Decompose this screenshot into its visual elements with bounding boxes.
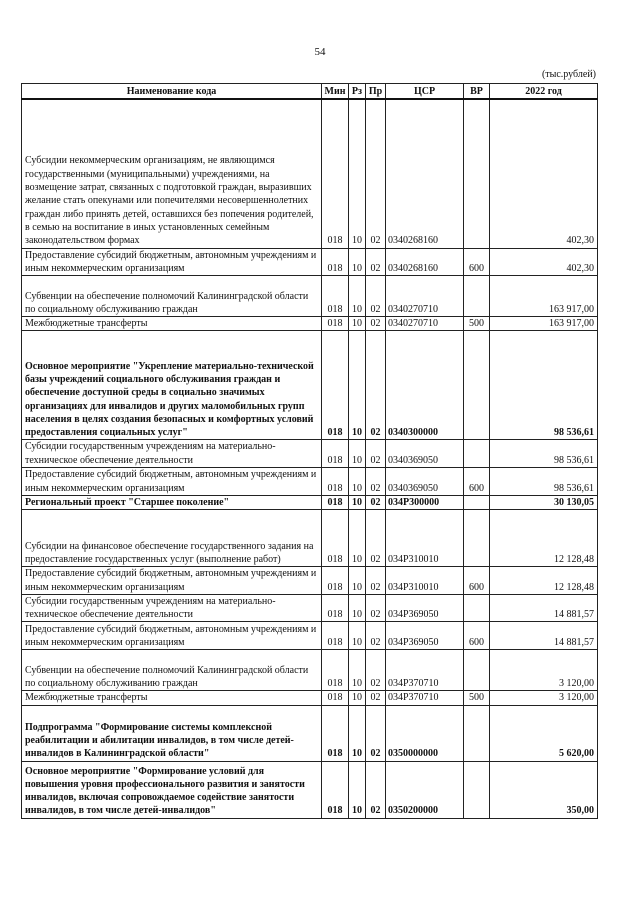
row-rz: 10 <box>349 248 366 276</box>
row-csr: 034P369050 <box>386 622 464 650</box>
row-vr: 600 <box>464 467 490 495</box>
row-amount: 30 130,05 <box>490 495 598 509</box>
table-row <box>22 567 598 595</box>
row-name: Основное мероприятие "Формирование условий для повышения уровня профессионального развития и занятости инвалидов, включая сопровождаемое содействие занятости инвалидов, в том числе детей-инвалидов" <box>22 761 322 818</box>
row-csr: 0340369050 <box>386 467 464 495</box>
row-min: 018 <box>322 99 349 248</box>
table-row <box>22 705 598 761</box>
row-csr: 034P369050 <box>386 594 464 622</box>
header-csr: ЦСР <box>386 84 464 100</box>
row-min: 018 <box>322 691 349 705</box>
row-name: Предоставление субсидий бюджетным, автономным учреждениям и иным некоммерческим организациям <box>22 467 322 495</box>
row-min: 018 <box>322 440 349 468</box>
header-rz: Рз <box>349 84 366 100</box>
row-csr: 034P310010 <box>386 567 464 595</box>
row-pr: 02 <box>366 317 386 331</box>
row-amount: 98 536,61 <box>490 331 598 440</box>
row-min: 018 <box>322 248 349 276</box>
row-vr <box>464 331 490 440</box>
row-rz: 10 <box>349 99 366 248</box>
row-pr: 02 <box>366 761 386 818</box>
row-amount: 12 128,48 <box>490 510 598 567</box>
row-csr: 0340369050 <box>386 440 464 468</box>
row-vr <box>464 650 490 691</box>
row-amount: 98 536,61 <box>490 440 598 468</box>
row-min: 018 <box>322 594 349 622</box>
row-pr: 02 <box>366 248 386 276</box>
row-pr: 02 <box>366 705 386 761</box>
table-row <box>22 691 598 705</box>
header-name: Наименование кода <box>22 84 322 100</box>
row-rz: 10 <box>349 761 366 818</box>
row-amount: 163 917,00 <box>490 317 598 331</box>
row-min: 018 <box>322 467 349 495</box>
row-pr: 02 <box>366 99 386 248</box>
row-amount: 12 128,48 <box>490 567 598 595</box>
row-name: Субсидии на финансовое обеспечение государственного задания на предоставление государственных услуг (выполнение работ) <box>22 510 322 567</box>
budget-table <box>21 83 598 819</box>
header-min: Мин <box>322 84 349 100</box>
row-pr: 02 <box>366 510 386 567</box>
row-pr: 02 <box>366 594 386 622</box>
header-year: 2022 год <box>490 84 598 100</box>
row-csr: 0340300000 <box>386 331 464 440</box>
row-vr <box>464 440 490 468</box>
row-csr: 0340270710 <box>386 317 464 331</box>
row-vr: 600 <box>464 567 490 595</box>
row-name: Субсидии некоммерческим организациям, не являющимся государственными (муниципальными) учреждениями, на возмещение затрат, связанных с подготовкой граждан, выразивших желание стать опекунами или попечителями несовершеннолетних граждан либо принять детей, оставшихся без попечения родителей, в семью на воспитание в иных установленных семейным законодательством формах <box>22 99 322 248</box>
row-min: 018 <box>322 622 349 650</box>
row-min: 018 <box>322 495 349 509</box>
row-amount: 402,30 <box>490 99 598 248</box>
row-csr: 034P370710 <box>386 691 464 705</box>
row-name: Субсидии государственным учреждениям на материально-техническое обеспечение деятельности <box>22 440 322 468</box>
row-rz: 10 <box>349 440 366 468</box>
row-vr: 600 <box>464 248 490 276</box>
row-amount: 3 120,00 <box>490 691 598 705</box>
row-pr: 02 <box>366 691 386 705</box>
row-rz: 10 <box>349 276 366 317</box>
row-vr: 500 <box>464 691 490 705</box>
row-csr: 034P370710 <box>386 650 464 691</box>
row-pr: 02 <box>366 495 386 509</box>
table-row <box>22 510 598 567</box>
row-min: 018 <box>322 567 349 595</box>
row-rz: 10 <box>349 317 366 331</box>
row-vr <box>464 495 490 509</box>
row-pr: 02 <box>366 467 386 495</box>
row-vr: 500 <box>464 317 490 331</box>
row-csr: 034P310010 <box>386 510 464 567</box>
row-rz: 10 <box>349 331 366 440</box>
row-name: Подпрограмма "Формирование системы комплексной реабилитации и абилитации инвалидов, в том числе детей-инвалидов в Калининградской области" <box>22 705 322 761</box>
row-pr: 02 <box>366 622 386 650</box>
row-min: 018 <box>322 510 349 567</box>
row-amount: 163 917,00 <box>490 276 598 317</box>
row-csr: 034P300000 <box>386 495 464 509</box>
row-amount: 5 620,00 <box>490 705 598 761</box>
table-row <box>22 331 598 440</box>
row-csr: 0340270710 <box>386 276 464 317</box>
page-number: 54 <box>314 46 326 58</box>
table-row <box>22 495 598 509</box>
table-row <box>22 317 598 331</box>
row-pr: 02 <box>366 331 386 440</box>
row-min: 018 <box>322 317 349 331</box>
row-min: 018 <box>322 276 349 317</box>
row-pr: 02 <box>366 440 386 468</box>
row-rz: 10 <box>349 594 366 622</box>
units-label: (тыс.рублей) <box>541 69 596 80</box>
row-min: 018 <box>322 705 349 761</box>
row-vr: 600 <box>464 622 490 650</box>
table-header-row <box>22 84 598 100</box>
row-rz: 10 <box>349 650 366 691</box>
table-row <box>22 440 598 468</box>
row-name: Основное мероприятие "Укрепление материально-технической базы учреждений социального обслуживания граждан и обеспечение доступной среды в социально значимых организациях для инвалидов и других маломобильных групп населения в целях создания безопасных и комфортных условий предоставления социальных услуг" <box>22 331 322 440</box>
row-vr <box>464 594 490 622</box>
row-pr: 02 <box>366 276 386 317</box>
row-csr: 0340268160 <box>386 248 464 276</box>
row-name: Региональный проект "Старшее поколение" <box>22 495 322 509</box>
row-min: 018 <box>322 331 349 440</box>
row-rz: 10 <box>349 705 366 761</box>
row-amount: 402,30 <box>490 248 598 276</box>
row-name: Предоставление субсидий бюджетным, автономным учреждениям и иным некоммерческим организациям <box>22 567 322 595</box>
row-vr <box>464 510 490 567</box>
row-pr: 02 <box>366 567 386 595</box>
table-row <box>22 99 598 248</box>
row-name: Межбюджетные трансферты <box>22 691 322 705</box>
row-name: Предоставление субсидий бюджетным, автономным учреждениям и иным некоммерческим организациям <box>22 622 322 650</box>
table-row <box>22 650 598 691</box>
row-rz: 10 <box>349 495 366 509</box>
row-rz: 10 <box>349 622 366 650</box>
table-row <box>22 467 598 495</box>
header-vr: ВР <box>464 84 490 100</box>
row-amount: 14 881,57 <box>490 594 598 622</box>
row-vr <box>464 761 490 818</box>
table-row <box>22 761 598 818</box>
row-vr <box>464 276 490 317</box>
row-vr <box>464 705 490 761</box>
row-amount: 350,00 <box>490 761 598 818</box>
row-vr <box>464 99 490 248</box>
table-row <box>22 594 598 622</box>
row-amount: 3 120,00 <box>490 650 598 691</box>
row-rz: 10 <box>349 567 366 595</box>
row-name: Субвенции на обеспечение полномочий Калининградской области по социальному обслуживанию граждан <box>22 650 322 691</box>
row-name: Субсидии государственным учреждениям на материально-техническое обеспечение деятельности <box>22 594 322 622</box>
row-name: Предоставление субсидий бюджетным, автономным учреждениям и иным некоммерческим организациям <box>22 248 322 276</box>
row-csr: 0350200000 <box>386 761 464 818</box>
header-pr: Пр <box>366 84 386 100</box>
table-row <box>22 276 598 317</box>
row-name: Субвенции на обеспечение полномочий Калининградской области по социальному обслуживанию граждан <box>22 276 322 317</box>
row-rz: 10 <box>349 510 366 567</box>
row-csr: 0340268160 <box>386 99 464 248</box>
row-amount: 14 881,57 <box>490 622 598 650</box>
row-rz: 10 <box>349 467 366 495</box>
row-pr: 02 <box>366 650 386 691</box>
table-row <box>22 248 598 276</box>
row-min: 018 <box>322 761 349 818</box>
table-row <box>22 622 598 650</box>
row-amount: 98 536,61 <box>490 467 598 495</box>
row-name: Межбюджетные трансферты <box>22 317 322 331</box>
row-rz: 10 <box>349 691 366 705</box>
row-csr: 0350000000 <box>386 705 464 761</box>
row-min: 018 <box>322 650 349 691</box>
